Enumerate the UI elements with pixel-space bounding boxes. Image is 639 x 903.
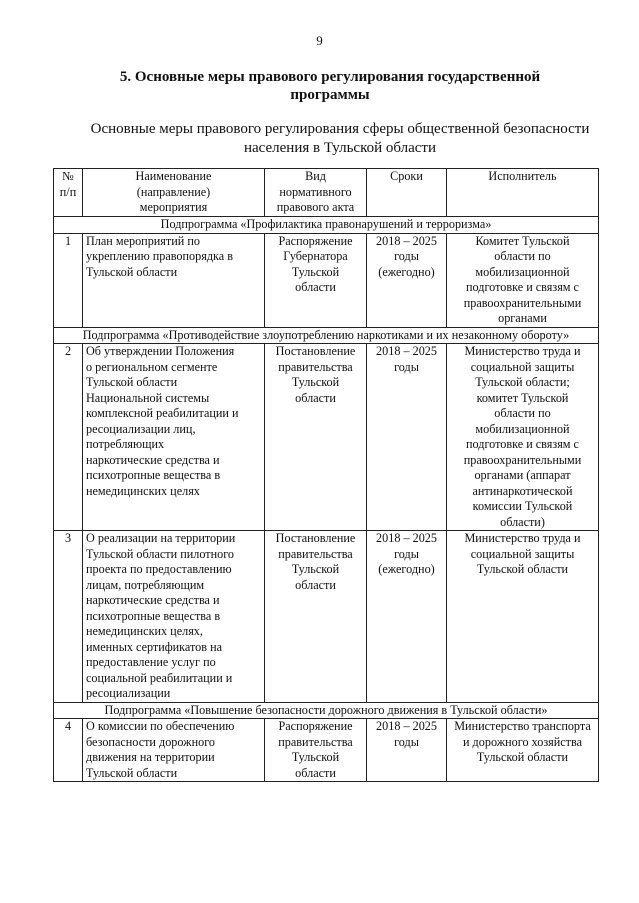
table-row — [54, 344, 599, 531]
legal-measures-table — [53, 168, 599, 782]
header-line: Сроки — [390, 169, 423, 183]
text-line: 2018 – 2025 — [376, 233, 437, 248]
executor — [447, 233, 599, 327]
header-name — [83, 169, 265, 217]
table-header-row — [54, 169, 599, 217]
text-line: О комиссии по обеспечению — [86, 719, 235, 733]
text-line: области) — [500, 514, 545, 529]
text-line: Губернатора — [283, 249, 348, 263]
table-row — [54, 233, 599, 327]
executor — [447, 719, 599, 782]
text-line: 2018 – 2025 — [376, 719, 437, 733]
header-line: п/п — [59, 184, 77, 199]
text-line: правительства — [278, 734, 353, 749]
measure-name — [83, 233, 265, 327]
text-line: органами (аппарат — [474, 468, 571, 482]
text-line: Министерство труда и — [464, 531, 581, 545]
text-line: антинаркотической — [472, 483, 573, 498]
text-line: потребляющих — [86, 437, 165, 451]
terms — [367, 344, 447, 531]
text-line: Тульской области пилотного — [86, 546, 234, 561]
text-line: 2018 – 2025 — [376, 344, 437, 358]
header-line: Вид — [305, 169, 326, 183]
table-caption-line-2: населения в Тульской области — [243, 140, 437, 156]
text-line: правительства — [278, 546, 353, 561]
text-line: мобилизационной — [475, 421, 570, 436]
subprogram-row — [54, 217, 599, 234]
text-line: Постановление — [275, 531, 356, 545]
subprogram-title: Подпрограмма «Профилактика правонарушений и терроризма» — [54, 217, 599, 234]
text-line: Тульской области — [86, 375, 178, 389]
text-line: годы — [394, 359, 419, 374]
text-line: годы — [394, 734, 419, 749]
text-line: подготовке и связям с — [466, 437, 579, 451]
text-line: области — [295, 390, 336, 405]
act-type — [265, 344, 367, 531]
text-line: Тульской области — [86, 765, 178, 780]
text-line: правоохранительными — [463, 452, 582, 467]
text-line: предоставление услуг по — [86, 655, 216, 669]
text-line: Тульской области — [476, 562, 569, 576]
text-line: Тульской — [291, 264, 340, 279]
header-line: № — [62, 169, 74, 183]
text-line: области — [295, 577, 336, 592]
row-number: 2 — [54, 344, 83, 531]
section-heading-line-2: программы — [290, 87, 370, 103]
terms — [367, 719, 447, 782]
text-line: именных сертификатов на — [86, 639, 223, 654]
text-line: социальной реабилитации и — [86, 670, 233, 685]
header-line: мероприятия — [139, 200, 208, 214]
text-line: немедицинских целях — [86, 483, 200, 498]
text-line: проекта по предоставлению — [86, 562, 232, 576]
row-number: 1 — [54, 233, 83, 327]
text-line: наркотические средства и — [86, 452, 220, 467]
header-executor — [447, 169, 599, 217]
table-caption-line-1: Основные меры правового регулирования сферы общественной безопасности — [90, 121, 590, 137]
text-line: социальной защиты — [470, 359, 575, 374]
text-line: Тульской — [291, 375, 340, 389]
text-line: ресоциализации лиц, — [86, 421, 196, 436]
text-line: области — [295, 280, 336, 294]
text-line: Об утверждении Положения — [86, 344, 235, 358]
text-line: Министерство труда и — [464, 344, 581, 358]
text-line: немедицинских целях, — [86, 624, 203, 638]
text-line: и дорожного хозяйства — [462, 734, 583, 749]
text-line: Тульской области — [86, 264, 178, 279]
text-line: Тульской — [291, 562, 340, 576]
header-line: правового акта — [276, 200, 355, 214]
text-line: правоохранительными — [463, 295, 582, 310]
text-line: мобилизационной — [475, 264, 570, 279]
act-type — [265, 233, 367, 327]
subprogram-title: Подпрограмма «Противодействие злоупотреблению наркотиками и их незаконному обороту» — [54, 327, 599, 344]
text-line: 2018 – 2025 — [376, 531, 437, 545]
act-type — [265, 531, 367, 703]
table-row — [54, 719, 599, 782]
text-line: Тульской области — [476, 750, 569, 764]
text-line: о региональном сегменте — [86, 359, 218, 374]
text-line: Распоряжение — [278, 719, 353, 733]
text-line: области по — [494, 249, 551, 263]
text-line: План мероприятий по — [86, 233, 200, 248]
page-number: 9 — [316, 33, 323, 48]
text-line: годы — [394, 546, 419, 561]
header-number — [54, 169, 83, 217]
text-line: наркотические средства и — [86, 593, 220, 607]
section-heading — [110, 68, 550, 104]
text-line: социальной защиты — [470, 546, 575, 561]
text-line: безопасности дорожного — [86, 734, 216, 749]
text-line: комитет Тульской — [476, 390, 569, 405]
text-line: Национальной системы — [86, 390, 210, 405]
text-line: подготовке и связям с — [466, 280, 579, 294]
text-line: психотропные вещества в — [86, 608, 221, 623]
table-row — [54, 531, 599, 703]
row-number: 3 — [54, 531, 83, 703]
text-line: Распоряжение — [278, 233, 353, 248]
terms — [367, 233, 447, 327]
header-line: Исполнитель — [488, 169, 557, 183]
text-line: психотропные вещества в — [86, 468, 221, 482]
text-line: Постановление — [275, 344, 356, 358]
text-line: Тульской — [291, 750, 340, 764]
text-line: (ежегодно) — [378, 562, 435, 576]
text-line: области — [295, 765, 336, 780]
text-line: Тульской области; — [475, 375, 570, 389]
executor — [447, 531, 599, 703]
measure-name — [83, 719, 265, 782]
text-line: комплексной реабилитации и — [86, 406, 239, 420]
text-line: области по — [494, 406, 551, 420]
act-type — [265, 719, 367, 782]
text-line: ресоциализации — [86, 686, 171, 700]
text-line: движения на территории — [86, 750, 215, 764]
header-line: (направление) — [136, 184, 211, 199]
section-heading-line-1: 5. Основные меры правового регулирования государственной — [119, 69, 541, 85]
executor — [447, 344, 599, 531]
text-line: укреплению правопорядка в — [86, 249, 233, 263]
header-line: нормативного — [279, 184, 352, 199]
text-line: Комитет Тульской — [475, 233, 570, 248]
subprogram-row — [54, 327, 599, 344]
table-caption — [60, 120, 620, 158]
text-line: правительства — [278, 359, 353, 374]
measure-name — [83, 344, 265, 531]
row-number: 4 — [54, 719, 83, 782]
measure-name — [83, 531, 265, 703]
terms — [367, 531, 447, 703]
text-line: лицам, потребляющим — [86, 577, 205, 592]
header-line: Наименование — [135, 169, 212, 183]
text-line: (ежегодно) — [378, 264, 435, 279]
subprogram-row — [54, 702, 599, 719]
text-line: О реализации на территории — [86, 531, 236, 545]
subprogram-title: Подпрограмма «Повышение безопасности дорожного движения в Тульской области» — [54, 702, 599, 719]
header-terms — [367, 169, 447, 217]
text-line: годы — [394, 249, 419, 263]
header-act-type — [265, 169, 367, 217]
text-line: комиссии Тульской — [472, 499, 573, 513]
text-line: Министерство транспорта — [454, 719, 591, 733]
text-line: органами — [498, 311, 547, 325]
